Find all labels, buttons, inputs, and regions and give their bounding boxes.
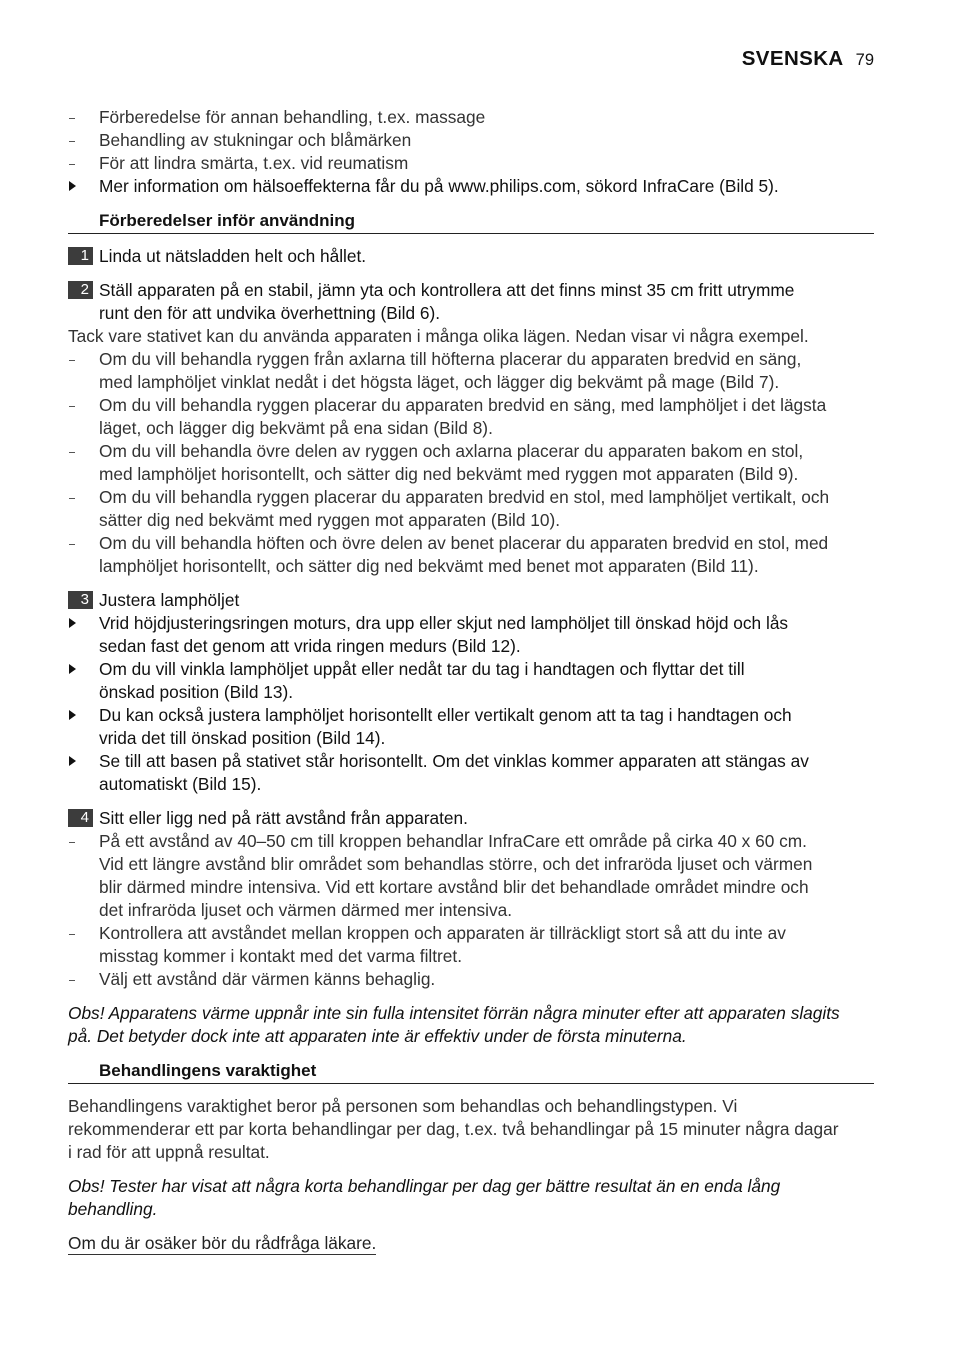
list-item: Välj ett avstånd där värmen känns behaglig. — [99, 969, 436, 989]
page-content — [68, 106, 874, 1255]
list-item: Behandling av stukningar och blåmärken — [99, 130, 412, 150]
list-item: Se till att basen på stativet står horisontellt. Om det vinklas kommer apparaten att stängas av automatiskt (Bild 15). — [99, 751, 809, 794]
note-text: Obs! Tester har visat att några korta behandlingar per dag ger bättre resultat än en enda lång behandling. — [68, 1176, 781, 1219]
page-number: 79 — [855, 51, 874, 69]
step-number-badge: 3 — [68, 591, 93, 609]
section-heading-preparation: Förberedelser inför användning — [68, 209, 874, 234]
intro-paragraph: Tack vare stativet kan du använda apparaten i många olika lägen. Nedan visar vi några exempel. — [68, 326, 809, 346]
note-text: Obs! Apparatens värme uppnår inte sin fulla intensitet förrän några minuter efter att apparaten slagits på. Det betyder dock inte att apparaten inte är effektiv under de första minuterna. — [68, 1003, 840, 1046]
page-header — [742, 47, 874, 72]
step-2: 2 Ställ apparaten på en stabil, jämn yta och kontrollera att det finns minst 35 cm fritt utrymme runt den för att undvika överhettning (Bild 6). — [68, 279, 874, 325]
list-item: Om du vill behandla övre delen av ryggen och axlarna placerar du apparaten bakom en stol, med lamphöljet horisontellt, och sätter dig ned bekvämt med ryggen mot apparaten (Bild 9). — [99, 441, 804, 484]
list-item: Kontrollera att avståndet mellan kroppen och apparaten är tillräckligt stort så att du inte av misstag kommer i kontakt med det varma filtret. — [99, 923, 786, 966]
list-item: Om du vill behandla ryggen placerar du apparaten bredvid en säng, med lamphöljet i det lägsta läget, och lägger dig bekvämt på ena sidan (Bild 8). — [99, 395, 827, 438]
language-label: SVENSKA — [741, 47, 844, 70]
duration-paragraph: Behandlingens varaktighet beror på personen som behandlas och behandlingstypen. Vi rekommenderar ett par korta behandlingar per dag, t.ex. två behandlingar på 15 minuter några dagar i rad för att uppnå resultat. — [68, 1096, 839, 1162]
advice-line — [68, 1232, 874, 1255]
list-item: Vrid höjdjusteringsringen moturs, dra upp eller skjut ned lamphöljet till önskad höjd och lås sedan fast det genom att vrida ringen medurs (Bild 12). — [99, 613, 789, 656]
step-number-badge: 4 — [68, 809, 93, 827]
list-item: Om du vill vinkla lamphöljet uppåt eller nedåt tar du tag i handtagen och flyttar det till önskad position (Bild 13). — [99, 659, 745, 702]
list-item: På ett avstånd av 40–50 cm till kroppen behandlar InfraCare ett område på cirka 40 x 60 cm. Vid ett längre avstånd blir området som behandlas större, och det infraröda ljuset och värmen blir därmed mindre intensiva. Vid ett kortare avstånd blir det behandlade området mindre och det infraröda ljuset och värmen därmed mer intensiva. — [99, 831, 813, 920]
list-item: Förberedelse för annan behandling, t.ex. massage — [99, 107, 486, 127]
step-3: 3 Justera lamphöljet — [68, 589, 874, 612]
list-item: Om du vill behandla höften och övre delen av benet placerar du apparaten bredvid en stol, med lamphöljet horisontellt, och sätter dig ned bekvämt med benet mot apparaten (Bild 11). — [99, 533, 829, 576]
list-item: Mer information om hälsoeffekterna får du på www.philips.com, sökord InfraCare (Bild 5). — [99, 176, 779, 196]
step-4: 4 Sitt eller ligg ned på rätt avstånd från apparaten. — [68, 807, 874, 830]
section-heading-duration: Behandlingens varaktighet — [68, 1059, 874, 1084]
list-item: Om du vill behandla ryggen från axlarna till höfterna placerar du apparaten bredvid en säng, med lamphöljet vinklat nedåt i det högsta läget, och lägger dig bekvämt på mage (Bild 7). — [99, 349, 802, 392]
list-item: Om du vill behandla ryggen placerar du apparaten bredvid en stol, med lamphöljet vertikalt, och sätter dig ned bekvämt med ryggen mot apparaten (Bild 10). — [99, 487, 830, 530]
list-item: Du kan också justera lamphöljet horisontellt eller vertikalt genom att ta tag i handtagen och vrida det till önskad position (Bild 14). — [99, 705, 792, 748]
advice-text: Om du är osäker bör du rådfråga läkare. — [68, 1233, 377, 1253]
step-1: 1 Linda ut nätsladden helt och hållet. — [68, 245, 874, 268]
step-number-badge: 2 — [68, 281, 93, 299]
step-number-badge: 1 — [68, 247, 93, 265]
list-item: För att lindra smärta, t.ex. vid reumatism — [99, 153, 409, 173]
